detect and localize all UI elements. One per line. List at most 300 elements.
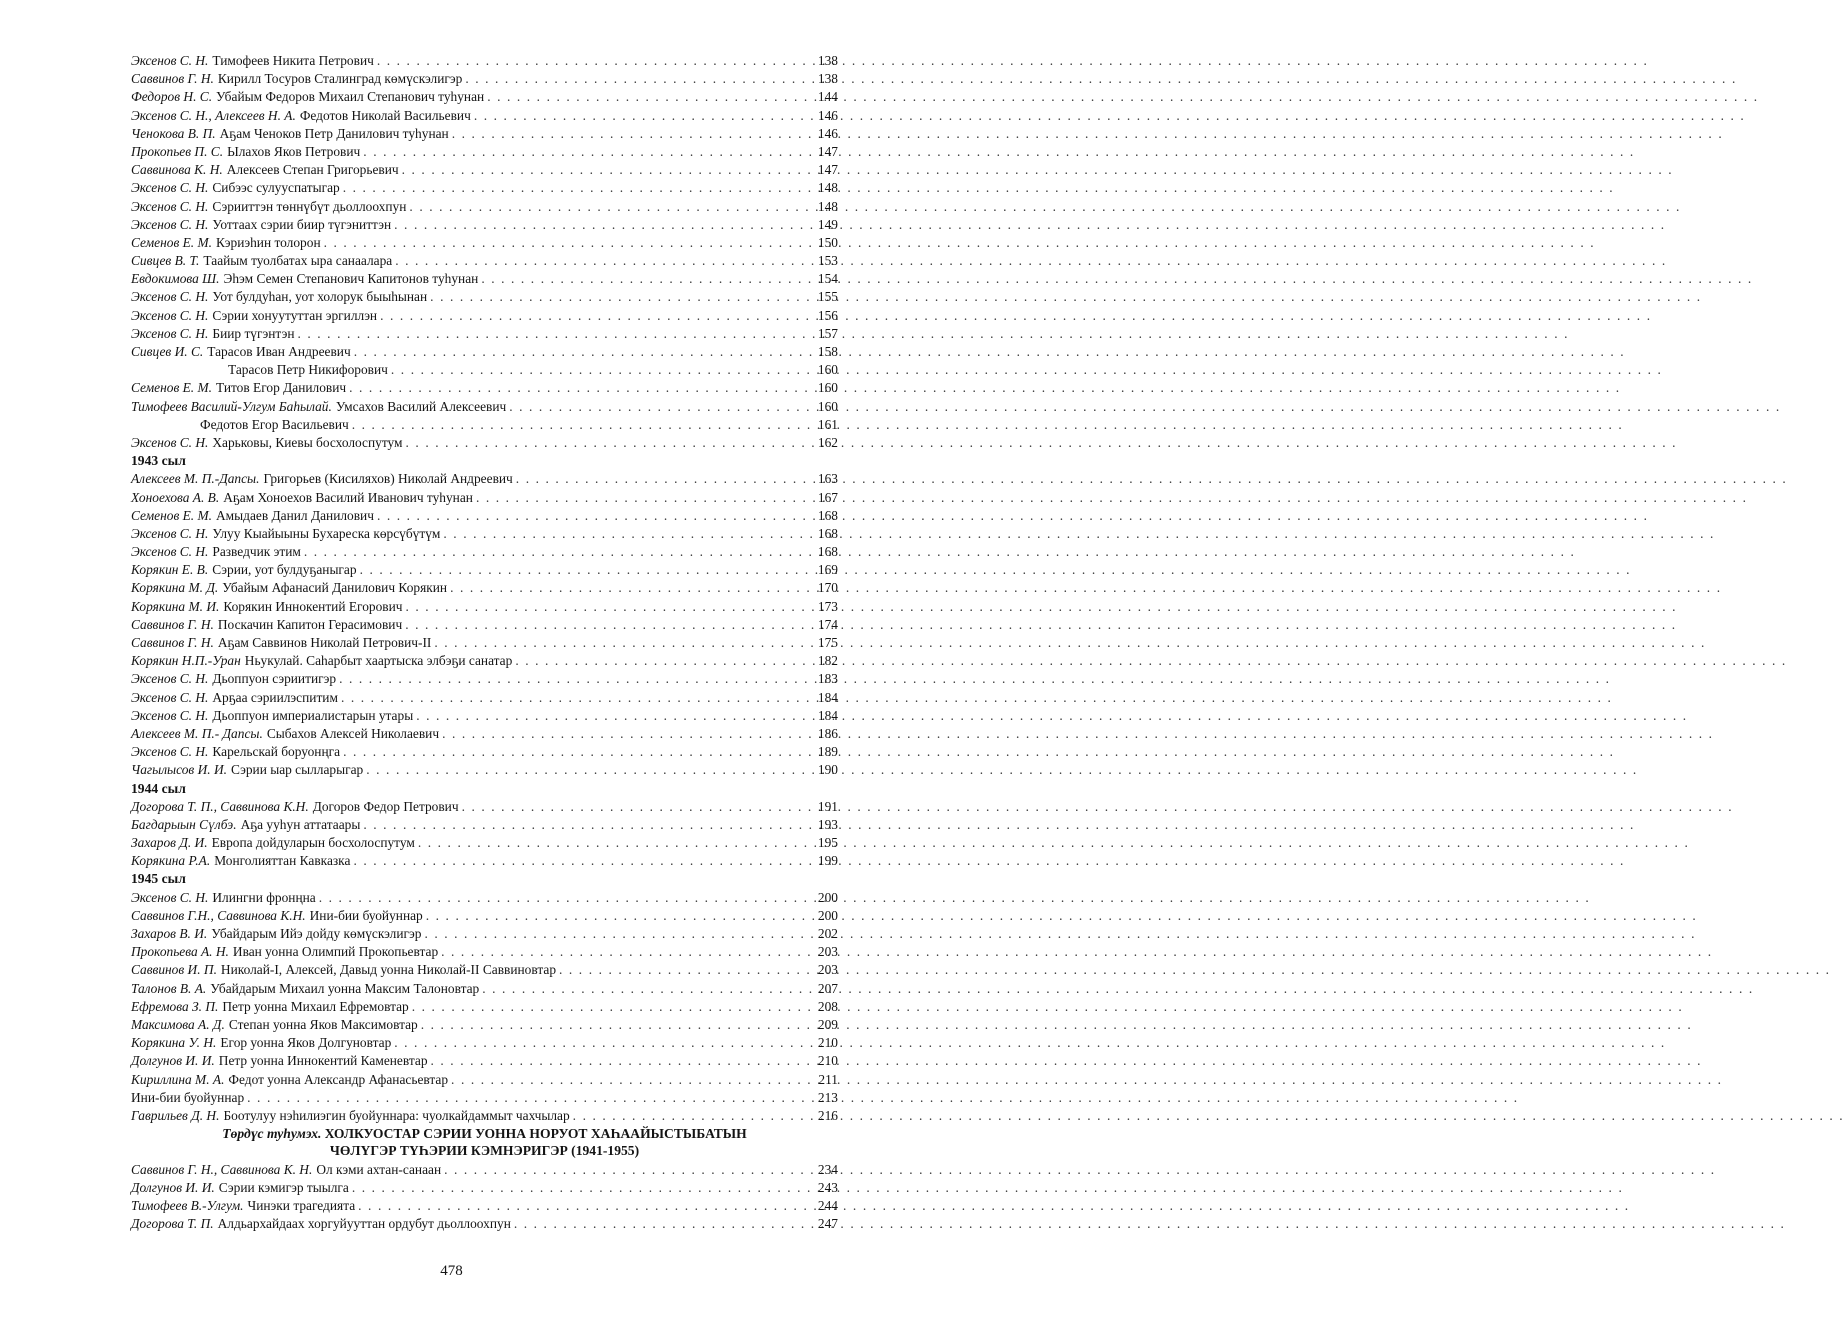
entry-title: Сэрии ыар сылларыгар (230, 762, 364, 778)
entry-title: Егор уонна Яков Долгуновтар (220, 1035, 392, 1051)
entry-page: 195 (817, 835, 838, 851)
entry-title: Ини-бии буойуннар (309, 907, 423, 923)
entry-title: Илингни фронңна (212, 889, 316, 905)
entry-author: Сивцев В. Т. (131, 253, 200, 269)
entry-title: Сэрии, уот булдуҕаныгар (212, 562, 357, 578)
toc-entry (131, 1089, 838, 1107)
toc-entry (131, 1071, 838, 1089)
leader-dots (363, 143, 813, 161)
leader-dots (451, 1071, 813, 1089)
entry-page: 210 (817, 1035, 838, 1051)
entry-title: Аҕам Ченоков Петр Данилович туһунан (219, 125, 449, 141)
entry-title: Уоттаах сэрии биир түгэниттэн (212, 216, 392, 232)
entry-page: 175 (817, 635, 838, 650)
entry-author: Саввинова К. Н. (131, 162, 223, 178)
entry-page: 163 (817, 471, 838, 487)
leader-dots (418, 834, 813, 852)
entry-title: Убайдарым Ийэ дойду көмүскэлигэр (211, 926, 422, 941)
toc-section (131, 1161, 838, 1234)
toc-section (131, 870, 838, 1125)
leader-dots (465, 70, 813, 88)
entry-page: 148 (817, 198, 838, 214)
entry-page: 184 (817, 707, 838, 723)
entry-author: Семенов Е. М. (131, 380, 212, 396)
entry-title: Федотов Егор Васильевич (200, 416, 349, 432)
toc-entry (131, 543, 838, 561)
entry-page: 155 (817, 289, 838, 305)
entry-title: Боотулуу нэһилиэгин буойуннара: чуолкайдаммыт чахчылар (223, 1107, 570, 1123)
leader-dots (247, 1089, 813, 1107)
entry-title: Степан уонна Яков Максимовтар (228, 1016, 418, 1032)
toc-entry (131, 925, 838, 943)
toc-section (131, 780, 838, 871)
entry-title: Харьковы, Киевы босхолоспутум (212, 434, 403, 450)
leader-dots (487, 88, 813, 106)
entry-title: Сибээс сулууспатыгар (212, 180, 340, 196)
entry-title: Аҕам Хоноехов Василий Иванович туһунан (223, 489, 473, 505)
leader-dots (360, 561, 813, 579)
toc-entry (131, 834, 838, 852)
part-title-line2: ЧӨЛҮГЭР ТҮҺЭРИИ КЭМНЭРИГЭР (1941-1955) (329, 1143, 640, 1159)
entry-page: 146 (817, 125, 838, 141)
leader-dots (319, 889, 813, 907)
entry-title: Петр уонна Михаил Ефремовтар (222, 998, 409, 1014)
entry-author: Корякина Р.А. (131, 853, 211, 869)
entry-page: 234 (817, 1161, 838, 1177)
toc-entry (131, 1052, 838, 1070)
toc-entry (131, 998, 838, 1016)
entry-page: 149 (817, 216, 838, 232)
toc-entry (131, 561, 838, 579)
toc-entry (131, 961, 838, 979)
entry-page: 209 (817, 1016, 838, 1032)
entry-page: 157 (817, 325, 838, 341)
leader-dots (353, 852, 813, 870)
entry-author: Эксенов С. Н. (131, 180, 209, 196)
page-number: 478 (440, 1263, 463, 1279)
entry-title: Тарасов Иван Андреевич (207, 344, 351, 359)
entry-author: Максимова А. Д. (131, 1016, 225, 1032)
leader-dots (441, 943, 813, 961)
entry-author: Эксенов С. Н. (131, 544, 209, 560)
toc-entry (131, 52, 838, 70)
entry-author: Федоров Н. С. (131, 89, 213, 105)
entry-title: Убайым Федоров Михаил Степанович туһунан (216, 89, 485, 105)
leader-dots (424, 925, 813, 943)
entry-author: Чагылысов И. И. (131, 762, 227, 778)
leader-dots (343, 743, 813, 761)
entry-author: Семенов Е. М. (131, 234, 212, 250)
toc-entry (131, 652, 838, 670)
toc-entry (131, 107, 838, 125)
toc-entry (131, 852, 838, 870)
entry-title: Тимофеев Никита Петрович (212, 53, 374, 68)
entry-author: Прокопьева А. Н. (131, 944, 229, 960)
leader-dots (426, 907, 813, 925)
toc-section (131, 52, 838, 452)
leader-dots (298, 325, 814, 343)
entry-title: Кэриэһин толорон (216, 234, 321, 250)
toc-entry (131, 579, 838, 597)
toc-entry (131, 343, 838, 361)
toc-entry (131, 707, 838, 725)
entry-author: Эксенов С. Н. (131, 289, 209, 305)
leader-dots (391, 361, 813, 379)
entry-title: Корякин Иннокентий Егорович (223, 598, 403, 614)
entry-title: Дьоппуон сэриитигэр (212, 671, 337, 687)
entry-title: Умсахов Василий Алексеевич (335, 398, 507, 414)
entry-author: Ченокова В. П. (131, 125, 216, 141)
entry-page: 190 (817, 762, 838, 778)
entry-title: Монголияттан Кавказка (214, 853, 351, 869)
leader-dots (509, 398, 813, 416)
entry-page: 158 (817, 344, 838, 359)
entry-page: 173 (817, 598, 838, 614)
entry-title: Григорьев (Кисиляхов) Николай Андреевич (263, 471, 513, 487)
leader-dots (462, 798, 813, 816)
entry-page: 207 (817, 980, 838, 996)
entry-page: 202 (817, 926, 838, 941)
entry-author: Алексеев М. П.-Дапсы. (131, 471, 260, 487)
leader-dots (406, 598, 813, 616)
leader-dots (481, 270, 813, 288)
toc-entry (131, 889, 838, 907)
entry-page: 162 (817, 434, 838, 450)
entry-title: Ньукулай. Саһарбыт хаартыска элбэҕи санатар (244, 653, 513, 669)
leader-dots (405, 616, 813, 634)
entry-author: Эксенов С. Н. (131, 744, 209, 760)
leader-dots (349, 379, 813, 397)
leader-dots (482, 980, 813, 998)
entry-page: 147 (817, 162, 838, 178)
entry-page: 210 (817, 1053, 838, 1069)
toc-entry (131, 743, 838, 761)
toc-entry (131, 361, 838, 379)
entry-page: 191 (817, 798, 838, 814)
entry-author: Эксенов С. Н. (131, 307, 209, 323)
toc-entry (131, 470, 838, 488)
entry-title: Карельскай боруонңга (212, 744, 341, 760)
entry-author: Эксенов С. Н. (131, 434, 209, 450)
entry-page: 160 (817, 380, 838, 396)
leader-dots (394, 1034, 813, 1052)
entry-page: 168 (817, 544, 838, 560)
toc-entry (131, 1197, 838, 1215)
entry-author: Саввинов Г. Н. (131, 635, 214, 650)
entry-author: Тимофеев Василий-Улгум Баһылай. (131, 398, 332, 414)
toc-entry (131, 907, 838, 925)
leader-dots (324, 234, 813, 252)
entry-title: Чинэки трагедията (247, 1198, 356, 1214)
entry-author: Саввинов Г. Н., Саввинова К. Н. (131, 1161, 313, 1177)
entry-author: Эксенов С. Н. (131, 325, 209, 341)
entry-title: Алексеев Степан Григорьевич (226, 162, 399, 178)
entry-author: Гаврильев Д. Н. (131, 1107, 220, 1123)
leader-dots (395, 252, 813, 270)
leader-dots (430, 288, 813, 306)
entry-page: 184 (817, 689, 838, 705)
entry-title: Эһэм Семен Степанович Капитонов туһунан (223, 271, 479, 287)
entry-author: Захаров Д. И. (131, 835, 208, 851)
leader-dots (341, 689, 813, 707)
entry-author: Саввинов Г. Н. (131, 616, 214, 632)
toc-entry (131, 234, 838, 252)
entry-title: Тарасов Петр Никифорович (228, 362, 388, 378)
entry-page: 169 (817, 562, 838, 578)
entry-author: Хоноехова А. В. (131, 489, 220, 505)
toc-entry (131, 1107, 838, 1125)
entry-author: Евдокимова Ш. (131, 271, 220, 287)
toc-entry (131, 943, 838, 961)
entry-author: Догорова Т. П., Саввинова К.Н. (131, 798, 309, 814)
toc-entry (131, 143, 838, 161)
entry-title: Алдьархайдаах хоргуйууттан ордубут дьоллоохпун (217, 1216, 511, 1232)
leader-dots (476, 489, 813, 507)
leader-dots (431, 1052, 813, 1070)
entry-author: Багдарыын Сүлбэ. (131, 816, 237, 832)
leader-dots (406, 434, 813, 452)
leader-dots (377, 507, 813, 525)
entry-author: Корякина М. Д. (131, 580, 219, 596)
entry-author: Талонов В. А. (131, 980, 207, 996)
toc-entry (131, 161, 838, 179)
toc-entry (131, 1161, 838, 1179)
toc-entry (131, 1179, 838, 1197)
entry-author: Сивцев И. С. (131, 344, 204, 359)
leader-dots (366, 761, 813, 779)
toc-entry (131, 1215, 838, 1233)
toc-section (131, 452, 838, 779)
entry-author: Саввинов Г. Н. (131, 71, 214, 87)
entry-author: Ефремова З. П. (131, 998, 219, 1014)
toc-entry (131, 198, 838, 216)
entry-page: 183 (817, 671, 838, 687)
entry-title: Ини-бии буойуннар (131, 1089, 245, 1105)
entry-author: Эксенов С. Н. (131, 689, 209, 705)
entry-title: Убайым Афанасий Данилович Корякин (222, 580, 448, 596)
entry-page: 168 (817, 507, 838, 523)
entry-page: 144 (817, 89, 838, 105)
entry-page: 203 (817, 944, 838, 960)
leader-dots (394, 216, 813, 234)
toc-entry (131, 689, 838, 707)
entry-title: Сэрииттэн төннүбүт дьоллоохпун (212, 198, 407, 214)
leader-dots (304, 543, 813, 561)
toc-entry (131, 1034, 838, 1052)
leader-dots (421, 1016, 813, 1034)
entry-title: Аҕам Саввинов Николай Петрович-II (217, 635, 432, 650)
entry-title: Разведчик этим (212, 544, 301, 560)
entry-page: 170 (817, 580, 838, 596)
entry-page: 154 (817, 271, 838, 287)
toc-entry (131, 761, 838, 779)
leader-dots (412, 998, 813, 1016)
leader-dots (416, 707, 813, 725)
part-label: Төрдүс туһумэх. (222, 1126, 322, 1142)
entry-author: Захаров В. И. (131, 926, 208, 941)
entry-author: Кириллина М. А. (131, 1071, 225, 1087)
leader-dots (409, 198, 813, 216)
entry-title: Ылахов Яков Петрович (227, 143, 361, 159)
entry-title: Арҕаа сэриилэспитим (212, 689, 338, 705)
leader-dots (358, 1197, 813, 1215)
entry-title: Кирилл Тосуров Сталинград көмүскэлигэр (217, 71, 463, 87)
entry-title: Убайдарым Михаил уонна Максим Талоновтар (210, 980, 480, 996)
entry-page: 161 (817, 416, 838, 432)
entry-author: Эксенов С. Н. (131, 216, 209, 232)
toc-entry (131, 798, 838, 816)
leader-dots (352, 1179, 813, 1197)
entry-page: 147 (817, 143, 838, 159)
leader-dots (442, 725, 813, 743)
entry-author: Семенов Е. М. (131, 507, 212, 523)
entry-title: Таайым туолбатах ыра санаалара (203, 253, 393, 269)
entry-title: Дьоппуон империалистарын утары (212, 707, 414, 723)
toc-entry (131, 252, 838, 270)
entry-page: 148 (817, 180, 838, 196)
entry-author: Долгунов И. И. (131, 1053, 215, 1069)
entry-page: 203 (817, 962, 838, 978)
toc-entry (131, 525, 838, 543)
entry-page: 247 (817, 1216, 838, 1232)
leader-dots (452, 125, 813, 143)
leader-dots (377, 52, 813, 70)
entry-page: 182 (817, 653, 838, 669)
leader-dots (515, 652, 813, 670)
toc-entry (131, 489, 838, 507)
entry-page: 213 (817, 1089, 838, 1105)
toc-entry (131, 616, 838, 634)
entry-author: Эксенов С. Н., Алексеев Н. А. (131, 107, 296, 123)
toc-entry (131, 725, 838, 743)
table-of-contents (131, 52, 838, 1234)
leader-dots (516, 470, 813, 488)
toc-entry (131, 1016, 838, 1034)
entry-author: Корякин Е. В. (131, 562, 209, 578)
entry-author: Догорова Т. П. (131, 1216, 214, 1232)
entry-title: Сэрии хонуутуттан эргиллэн (212, 307, 378, 323)
entry-title: Петр уонна Иннокентий Каменевтар (218, 1053, 428, 1069)
entry-page: 156 (817, 307, 838, 323)
leader-dots (352, 416, 813, 434)
entry-title: Амыдаев Данил Данилович (216, 507, 374, 523)
entry-page: 189 (817, 744, 838, 760)
entry-page: 138 (817, 71, 838, 87)
entry-page: 174 (817, 616, 838, 632)
entry-page: 168 (817, 525, 838, 541)
entry-title: Ол кэми ахтан-санаан (316, 1161, 442, 1177)
entry-title: Титов Егор Данилович (216, 380, 347, 396)
entry-author: Саввинов И. П. (131, 962, 217, 978)
entry-page: 208 (817, 998, 838, 1014)
entry-page: 153 (817, 253, 838, 269)
toc-entry (131, 816, 838, 834)
leader-dots (474, 107, 813, 125)
entry-author: Корякина У. Н. (131, 1035, 217, 1051)
toc-entry (131, 288, 838, 306)
toc-entry (131, 416, 838, 434)
entry-page: 200 (817, 889, 838, 905)
leader-dots (434, 634, 813, 652)
entry-author: Корякин Н.П.-Уран (131, 653, 241, 669)
entry-author: Алексеев М. П.- Дапсы. (131, 725, 263, 741)
entry-page: 167 (817, 489, 838, 505)
entry-author: Прокопьев П. С. (131, 143, 224, 159)
year-heading: 1943 сыл (131, 453, 186, 469)
entry-author: Эксенов С. Н. (131, 53, 209, 68)
toc-entry (131, 179, 838, 197)
entry-title: Сэрии кэмигэр тыылга (218, 1180, 349, 1196)
toc-entry (131, 507, 838, 525)
entry-title: Иван уонна Олимпий Прокопьевтар (232, 944, 439, 960)
toc-entry (131, 634, 838, 652)
entry-author: Эксенов С. Н. (131, 671, 209, 687)
leader-dots (339, 670, 813, 688)
entry-page: 243 (817, 1180, 838, 1196)
entry-author: Долгунов И. И. (131, 1180, 215, 1196)
entry-title: Аҕа ууһун аттатаары (240, 816, 361, 832)
entry-author: Эксенов С. Н. (131, 198, 209, 214)
entry-author: Тимофеев В.-Улгум. (131, 1198, 244, 1214)
entry-page: 193 (817, 816, 838, 832)
entry-title: Николай-I, Алексей, Давыд уонна Николай-II Саввиновтар (220, 962, 557, 978)
leader-dots (380, 307, 813, 325)
entry-author: Эксенов С. Н. (131, 889, 209, 905)
entry-title: Поскачин Капитон Герасимович (217, 616, 403, 632)
entry-title: Сыбахов Алексей Николаевич (266, 725, 440, 741)
leader-dots (514, 1215, 813, 1233)
leader-dots (354, 343, 813, 361)
year-heading: 1944 сыл (131, 780, 186, 796)
entry-page: 216 (817, 1107, 838, 1123)
entry-page: 146 (817, 107, 838, 123)
leader-dots (559, 961, 813, 979)
leader-dots (444, 1161, 813, 1179)
entry-page: 199 (817, 853, 838, 869)
toc-entry (131, 379, 838, 397)
entry-title: Уот булдуһан, уот холорук быыһынан (212, 289, 428, 305)
year-heading: 1945 сыл (131, 871, 186, 887)
toc-entry (131, 670, 838, 688)
entry-title: Федот уонна Александр Афанасьевтар (228, 1071, 449, 1087)
entry-title: Биир түгэнтэн (212, 325, 295, 341)
toc-entry (131, 88, 838, 106)
entry-page: 150 (817, 234, 838, 250)
toc-entry (131, 434, 838, 452)
leader-dots (450, 579, 813, 597)
leader-dots (402, 161, 813, 179)
leader-dots (343, 179, 813, 197)
entry-page: 160 (817, 398, 838, 414)
toc-entry (131, 598, 838, 616)
toc-entry (131, 398, 838, 416)
toc-entry (131, 270, 838, 288)
entry-page: 200 (817, 907, 838, 923)
leader-dots (443, 525, 813, 543)
entry-author: Эксенов С. Н. (131, 707, 209, 723)
toc-entry (131, 125, 838, 143)
leader-dots (573, 1107, 813, 1125)
entry-page: 211 (818, 1071, 838, 1087)
entry-title: Улуу Кыайыыны Бухареска көрсүбүтүм (212, 525, 441, 541)
part-heading (131, 1125, 838, 1160)
leader-dots (363, 816, 813, 834)
entry-page: 138 (817, 53, 838, 68)
toc-entry (131, 216, 838, 234)
part-title-line1: ХОЛКУОСТАР СЭРИИ УОННА НОРУОТ ХАҺААЙЫСТЫБАТЫН (324, 1126, 747, 1142)
entry-title: Догоров Федор Петрович (312, 798, 459, 814)
entry-title: Федотов Николай Васильевич (299, 107, 471, 123)
